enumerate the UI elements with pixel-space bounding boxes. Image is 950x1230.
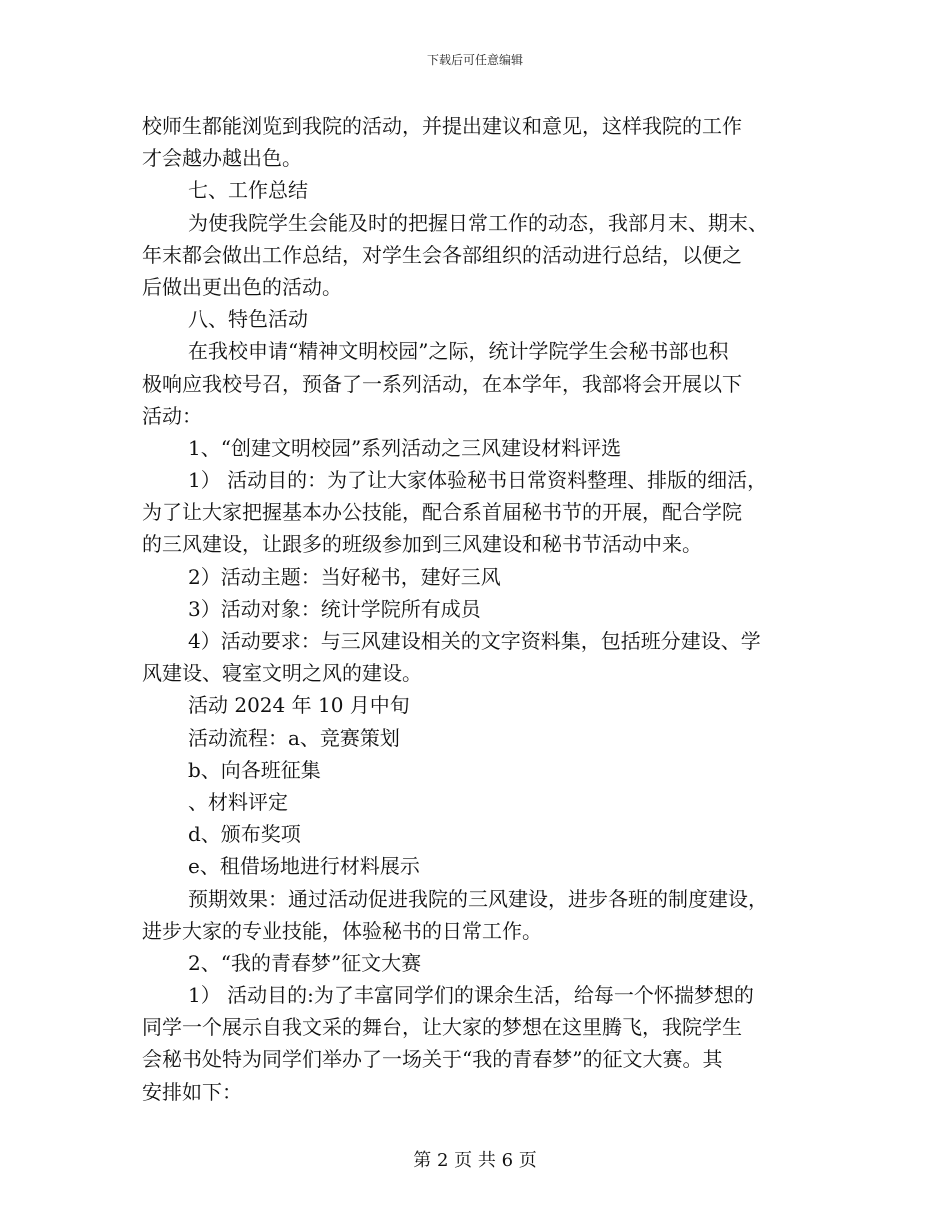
text-line: 为了让大家把握基本办公技能，配合系首届秘书节的开展，配合学院 [142, 500, 742, 525]
text-line: d、颁布奖项 [188, 822, 301, 847]
text-line: 校师生都能浏览到我院的活动，并提出建议和意见，这样我院的工作 [142, 114, 742, 138]
text-line: 4）活动要求：与三风建设相关的文字资料集，包括班分建设、学 [188, 629, 761, 653]
text-line: 才会越办越出色。 [142, 146, 302, 171]
text-line: 同学一个展示自我文采的舞台，让大家的梦想在这里腾飞，我院学生 [142, 1015, 742, 1040]
text-line: 3）活动对象：统计学院所有成员 [188, 596, 481, 621]
section-heading: 七、工作总结 [188, 178, 308, 203]
text-line: 、材料评定 [188, 789, 288, 814]
text-line: 在我校申请“精神文明校园”之际，统计学院学生会秘书部也积 [188, 339, 729, 364]
text-line: 预期效果：通过活动促进我院的三风建设，进步各班的制度建设， [188, 886, 768, 911]
text-line: 极响应我校号召，预备了一系列活动，在本学年，我部将会开展以下 [142, 371, 742, 396]
text-line: 后做出更出色的活动。 [142, 274, 342, 299]
text-line: 安排如下： [142, 1079, 242, 1104]
text-line: 2）活动主题：当好秘书，建好三风 [188, 564, 501, 589]
text-line: e、租借场地进行材料展示 [188, 854, 420, 879]
text-line: 为使我院学生会能及时的把握日常工作的动态，我部月末、期末、 [188, 210, 768, 235]
text-line: 会秘书处特为同学们举办了一场关于“我的青春梦”的征文大赛。其 [142, 1047, 723, 1072]
document-body [142, 110, 812, 1108]
section-heading: 八、特色活动 [188, 307, 308, 332]
subsection-heading: 1、“创建文明校园”系列活动之三风建设材料评选 [188, 435, 622, 460]
page-header: 下载后可任意编辑 [426, 53, 523, 67]
text-line: 1） 活动目的：为了让大家体验秘书日常资料整理、排版的细活， [188, 468, 768, 493]
text-line: 的三风建设，让跟多的班级参加到三风建设和秘书节活动中来。 [142, 532, 702, 557]
text-line: 活动 2024 年 10 月中旬 [188, 693, 410, 718]
text-line: 活动流程：a、竞赛策划 [188, 725, 400, 750]
text-line: 年末都会做出工作总结，对学生会各部组织的活动进行总结，以便之 [142, 242, 742, 267]
text-line: 进步大家的专业技能，体验秘书的日常工作。 [142, 918, 542, 943]
text-line: 风建设、寝室文明之风的建设。 [142, 661, 422, 686]
text-line: b、向各班征集 [188, 757, 321, 782]
subsection-heading: 2、“我的青春梦”征文大赛 [188, 950, 422, 975]
text-line: 活动： [142, 403, 202, 428]
text-line: 1） 活动目的:为了丰富同学们的课余生活，给每一个怀揣梦想的 [188, 983, 754, 1008]
page-footer: 第 2 页 共 6 页 [413, 1150, 537, 1171]
